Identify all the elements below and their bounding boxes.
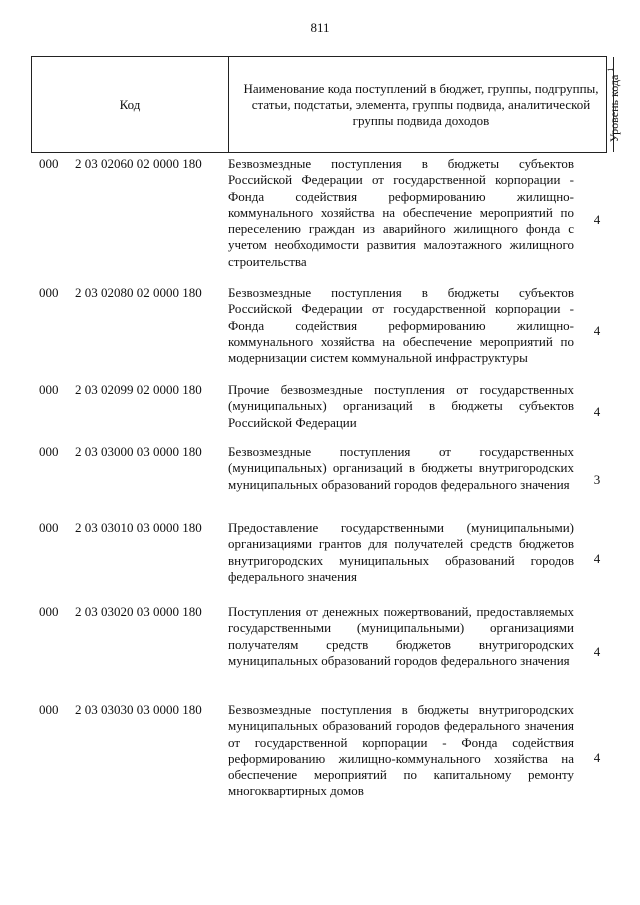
admin-code: 000 (39, 382, 59, 397)
revenue-name: Безвозмездные поступления в бюджеты внутригородских муниципальных образований городов федерального значения от государственной корпорации - Фонда содействия реформированию жилищно-коммунального хозяйства на обеспечение мероприятий по капитальному ремонту многоквартирных домов (228, 702, 574, 799)
admin-code: 000 (39, 520, 59, 535)
admin-code: 000 (39, 156, 59, 171)
header-name-label: Наименование кода поступлений в бюджет, группы, подгруппы, статьи, подстатьи, элемента, группы подвида, аналитической группы подвида доходов (243, 80, 599, 128)
admin-code: 000 (39, 604, 59, 619)
header-code (32, 57, 229, 152)
code-level: 4 (593, 212, 601, 227)
admin-code: 000 (39, 444, 59, 459)
revenue-code: 2 03 02080 02 0000 180 (75, 285, 202, 300)
revenue-code: 2 03 02099 02 0000 180 (75, 382, 202, 397)
revenue-code: 2 03 03000 03 0000 180 (75, 444, 202, 459)
revenue-name: Поступления от денежных пожертвований, предоставляемых государственными (муниципальными) организациями получателям средств бюджетов внутригородских муниципальных образований городов федерального значения (228, 604, 574, 668)
code-level: 4 (593, 750, 601, 765)
code-level: 4 (593, 323, 601, 338)
revenue-name: Безвозмездные поступления в бюджеты субъектов Российской Федерации от государственной корпорации - Фонда содействия реформированию жилищно-коммунального хозяйства на обеспечение мероприятий по переселению граждан из аварийного жилищного фонда с учетом необходимости развития малоэтажного жилищного строительства (228, 156, 574, 269)
code-level: 3 (593, 472, 601, 487)
header-level-label: Уровень кода (607, 74, 621, 142)
revenue-name: Безвозмездные поступления в бюджеты субъектов Российской Федерации от государственной корпорации - Фонда содействия реформированию жилищно-коммунального хозяйства на обеспечение мероприятий по модернизации систем коммунальной инфраструктуры (228, 285, 574, 366)
revenue-name: Безвозмездные поступления от государственных (муниципальных) организаций в бюджеты внутригородских муниципальных образований городов федерального значения (228, 444, 574, 492)
header-level-rotated (606, 67, 622, 142)
revenue-code: 2 03 03030 03 0000 180 (75, 702, 202, 717)
revenue-code: 2 03 02060 02 0000 180 (75, 156, 202, 171)
page-number: 811 (310, 20, 330, 35)
header-code-label: Код (119, 96, 141, 112)
revenue-name: Прочие безвозмездные поступления от государственных (муниципальных) организаций в бюджеты субъектов Российской Федерации (228, 382, 574, 430)
header-level-footnote: 1 (606, 67, 615, 72)
code-level: 4 (593, 404, 601, 419)
revenue-code: 2 03 03020 03 0000 180 (75, 604, 202, 619)
admin-code: 000 (39, 285, 59, 300)
code-level: 4 (593, 644, 601, 659)
revenue-code: 2 03 03010 03 0000 180 (75, 520, 202, 535)
table-header (31, 56, 621, 153)
code-level: 4 (593, 551, 601, 566)
revenue-name: Предоставление государственными (муниципальными) организациями грантов для получателей средств бюджетов внутригородских муниципальных образований городов федерального значения (228, 520, 574, 584)
admin-code: 000 (39, 702, 59, 717)
header-name (229, 57, 614, 152)
